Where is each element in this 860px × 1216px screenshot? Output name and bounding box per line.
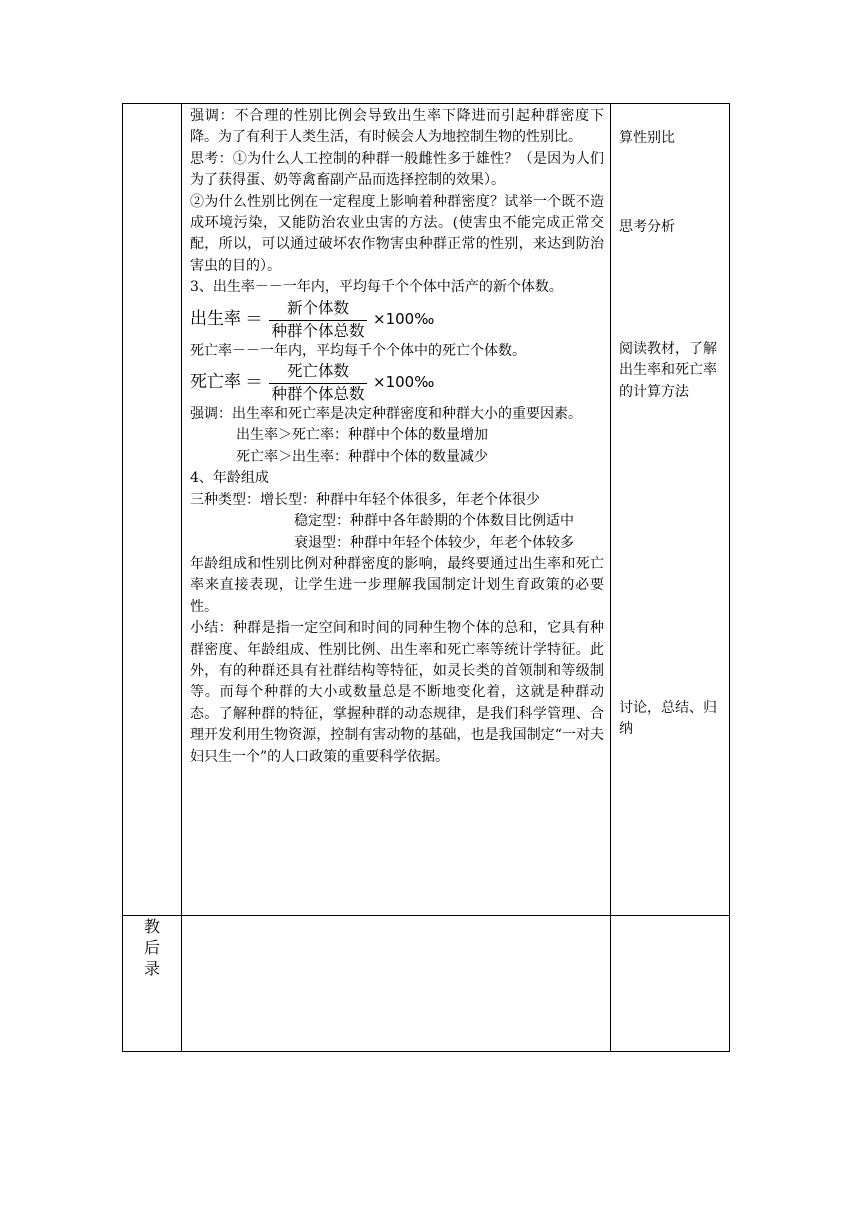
reflection-label-cell	[123, 916, 182, 1052]
think-question-2: ②为什么性别比例在一定程度上影响着种群密度？试举一个既不造成环境污染，又能防治农业虫害的方法。(使害虫不能完成正常交配，所以，可以通过破坏农作物害虫种群正常的性别，来达到防治害虫的目的）。	[190, 193, 604, 274]
age-type-declining: 衰退型：种群中年轻个体较少，年老个体较多	[294, 534, 574, 551]
formula-fraction	[269, 299, 367, 341]
lesson-plan-table	[122, 103, 730, 1052]
formula-fraction	[269, 362, 367, 404]
reflection-notes-cell	[611, 916, 730, 1052]
content-row	[123, 104, 730, 916]
death-gt-birth: 死亡率＞出生率：种群中个体的数量减少	[236, 448, 488, 465]
emphasis-sex-ratio: 强调：不合理的性别比例会导致出生率下降进而引起种群密度下降。为了有利于人类生活，有时候会人为地控制生物的性别比。	[190, 108, 604, 146]
age-sex-influence: 年龄组成和性别比例对种群密度的影响，最终要通过出生率和死亡率来直接表现，让学生进一步理解我国制定计划生育政策的必要性。	[190, 555, 604, 615]
notes-cell	[611, 104, 730, 916]
birth-rate-definition: 3、出生率－－一年内，平均每千个个体中活产的新个体数。	[190, 279, 563, 296]
emphasis-rates: 强调：出生率和死亡率是决定种群密度和种群大小的重要因素。	[190, 406, 582, 423]
formula-numerator: 新个体数	[269, 299, 367, 321]
reflection-row	[123, 916, 730, 1052]
summary-paragraph: 小结：种群是指一定空间和时间的同种生物个体的总和，它具有种群密度、年龄组成、性别比例、出生率和死亡率等统计学特征。此外，有的种群还具有社群结构等特征，如灵长类的首领制和等级制等。而每个种群的大小或数量总是不断地变化着，这就是种群动态。了解种群的特征，掌握种群的动态规律，是我们科学管理、合理开发利用生物资源，控制有害动物的基础，也是我国制定“一对夫妇只生一个”的人口政策的重要科学依据。	[190, 620, 604, 765]
age-type-stable: 稳定型：种群中各年龄期的个体数目比例适中	[294, 513, 574, 530]
formula-lhs: 出生率	[190, 308, 241, 329]
age-structure-heading: 4、年龄组成	[190, 470, 269, 487]
birth-gt-death: 出生率＞死亡率：种群中个体的数量增加	[236, 427, 488, 444]
formula-equals: ＝	[245, 308, 263, 330]
note-discuss-summarize: 讨论，总结、归纳	[619, 700, 717, 738]
age-type-growing: 三种类型：增长型：种群中年轻个体很多，年老个体很少	[190, 491, 540, 508]
note-sex-ratio: 算性别比	[619, 130, 675, 146]
formula-multiplier: ×100‰	[373, 373, 435, 392]
content-cell	[182, 104, 611, 916]
death-rate-formula	[190, 362, 604, 404]
note-think-analyze: 思考分析	[619, 219, 675, 236]
formula-equals: ＝	[245, 372, 263, 394]
think-question-1: 思考：①为什么人工控制的种群一般雌性多于雄性？（是因为人们为了获得蛋、奶等禽畜副产品而选择控制的效果）。	[190, 150, 604, 189]
label-char: 教	[143, 917, 160, 936]
note-read-textbook: 阅读教材，了解出生率和死亡率的计算方法	[619, 340, 717, 400]
formula-denominator: 种群个体总数	[271, 321, 365, 340]
birth-rate-formula	[190, 299, 604, 341]
formula-numerator: 死亡体数	[269, 362, 367, 384]
reflection-content-cell	[182, 916, 611, 1052]
label-cell-empty	[123, 104, 182, 916]
formula-lhs: 死亡率	[190, 372, 241, 393]
formula-multiplier: ×100‰	[373, 309, 435, 328]
death-rate-definition: 死亡率－－一年内，平均每千个个体中的死亡个体数。	[190, 342, 526, 359]
formula-denominator: 种群个体总数	[271, 385, 365, 404]
label-char: 录	[143, 959, 160, 978]
label-char: 后	[143, 938, 160, 957]
